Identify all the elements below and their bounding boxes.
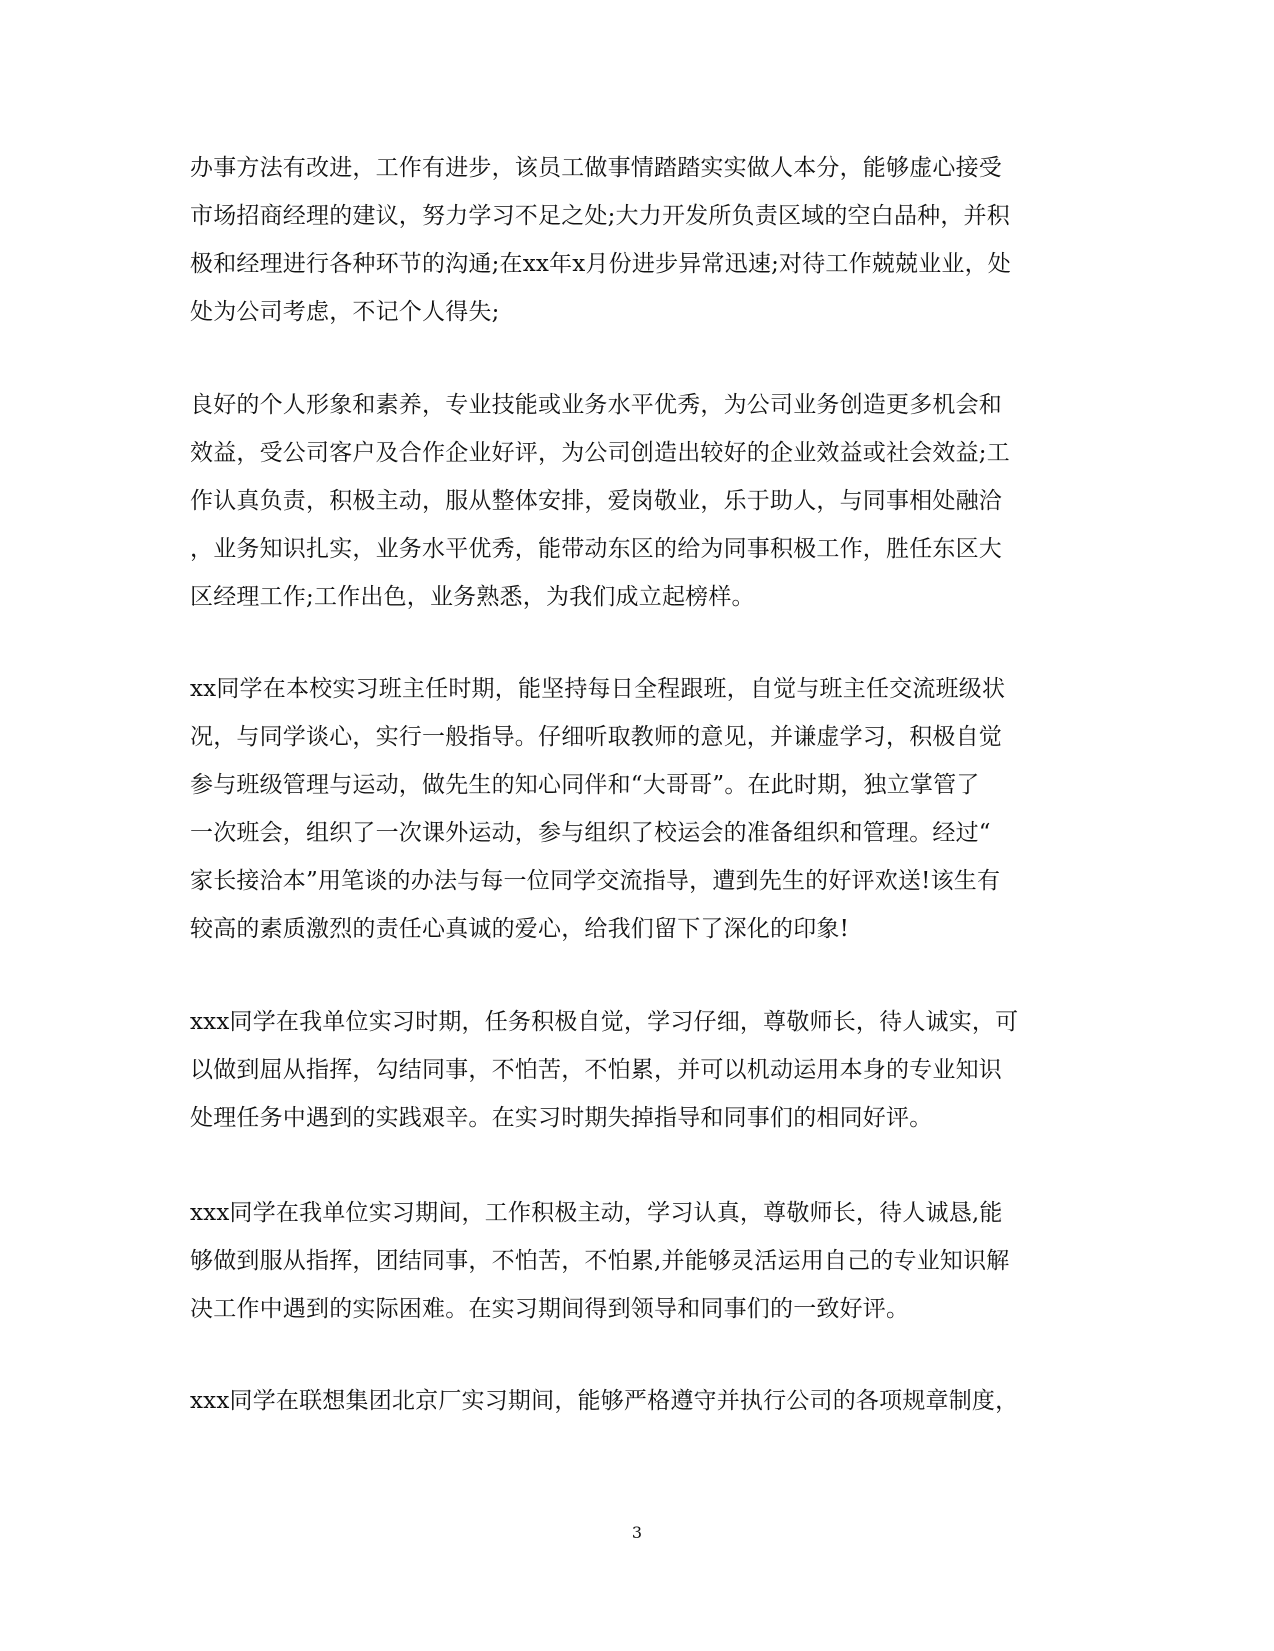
text-line: 够做到服从指挥，团结同事，不怕苦，不怕累,并能够灵活运用自己的专业知识解 [190,1248,1010,1274]
text-line: 参与班级管理与运动，做先生的知心同伴和“大哥哥”。在此时期，独立掌管了 [190,772,980,798]
text-line: 良好的个人形象和素养，专业技能或业务水平优秀，为公司业务创造更多机会和 [190,392,1002,418]
text-line: 区经理工作;工作出色，业务熟悉，为我们成立起榜样。 [190,584,755,610]
text-line: 处为公司考虑，不记个人得失; [190,299,500,325]
text-line: xxx同学在我单位实习期间，工作积极主动，学习认真，尊敬师长，待人诚恳,能 [190,1200,1003,1226]
paragraph-2 [190,381,1010,621]
text-line: 决工作中遇到的实际困难。在实习期间得到领导和同事们的一致好评。 [190,1296,910,1322]
text-line: 效益，受公司客户及合作企业好评，为公司创造出较好的企业效益或社会效益;工 [190,440,1010,466]
text-line: xxx同学在我单位实习时期，任务积极自觉，学习仔细，尊敬师长，待人诚实，可 [190,1009,1019,1035]
paragraph-1 [190,144,1011,336]
text-line: 较高的素质激烈的责任心真诚的爱心，给我们留下了深化的印象! [190,916,850,942]
text-line: 况，与同学谈心，实行一般指导。仔细听取教师的意见，并谦虚学习，积极自觉 [190,724,1002,750]
text-line: 市场招商经理的建议，努力学习不足之处;大力开发所负责区域的空白品种，并积 [190,203,1010,229]
text-line: 作认真负责，积极主动，服从整体安排，爱岗敬业，乐于助人，与同事相处融洽 [190,488,1002,514]
text-line: 办事方法有改进，工作有进步，该员工做事情踏踏实实做人本分，能够虚心接受 [190,155,1002,181]
text-line: 家长接洽本”用笔谈的办法与每一位同学交流指导，遭到先生的好评欢送!该生有 [190,868,1001,894]
paragraph-6 [190,1377,1018,1425]
text-line: 以做到屈从指挥，勾结同事，不怕苦，不怕累，并可以机动运用本身的专业知识 [190,1057,1002,1083]
page-number: 3 [631,1523,643,1542]
paragraph-5 [190,1189,1010,1333]
text-line: 极和经理进行各种环节的沟通;在xx年x月份进步异常迅速;对待工作兢兢业业，处 [190,251,1012,277]
text-line: ，业务知识扎实，业务水平优秀，能带动东区的给为同事积极工作，胜任东区大 [190,536,1002,562]
text-line: xx同学在本校实习班主任时期，能坚持每日全程跟班，自觉与班主任交流班级状 [190,676,1006,702]
text-line: xxx同学在联想集团北京厂实习期间，能够严格遵守并执行公司的各项规章制度， [190,1388,1019,1414]
paragraph-4 [190,998,1018,1142]
paragraph-3 [190,665,1005,953]
text-line: 处理任务中遇到的实践艰辛。在实习时期失掉指导和同事们的相同好评。 [190,1105,933,1131]
text-line: 一次班会，组织了一次课外运动，参与组织了校运会的准备组织和管理。经过“ [190,820,991,846]
